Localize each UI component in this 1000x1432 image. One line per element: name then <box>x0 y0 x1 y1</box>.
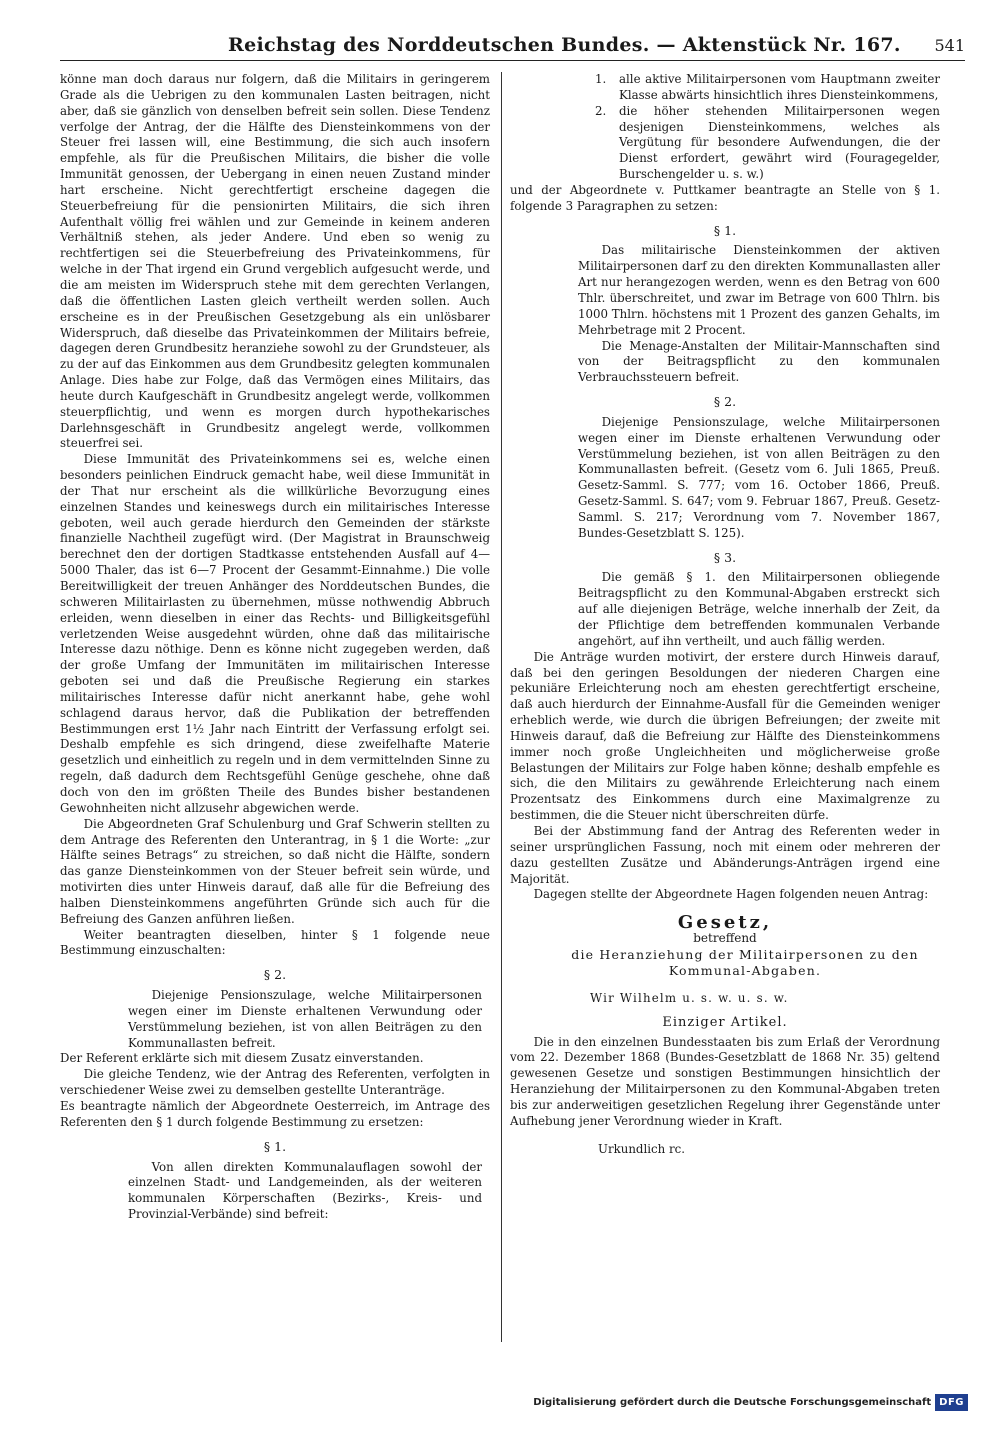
list-number: 2. <box>595 103 607 118</box>
dfg-logo: DFG <box>935 1394 968 1411</box>
law-closing: Urkundlich rc. <box>598 1141 685 1156</box>
digitization-credit <box>533 1391 968 1413</box>
law-title: Gesetz, <box>677 912 773 934</box>
paragraph: Bei der Abstimmung fand der Antrag des Referenten weder in seiner ursprünglichen Fassung, noch mit einem oder mehreren der dazu gestellten Zusätze und Abänderungs-Anträgen irgend eine Majorität. <box>510 823 940 886</box>
numbered-list <box>595 72 940 183</box>
column-divider <box>501 72 502 1342</box>
paragraph: Diese Immunität des Privateinkommens sei es, welche einen besonders peinlichen Eindruck gemacht habe, weil diese Immunität in der That nur erscheint als die willkürliche Bevorzugung eines einzelnen Standes und keineswegs durch ein militairisches Interesse geboten, weil auch gerade hierdurch den Gemeinden der stärkste finanzielle Nachtheil zugefügt wird. (Der Magistrat in Braunschweig berechnet den der dortigen Stadtkasse entstehenden Ausfall auf 4—5000 Thaler, das ist 6—7 Procent der Gesammt-Einnahme.) Die volle Bereitwilligkeit der treuen Anhänger des Norddeutschen Bundes, die schweren Militairlasten zu übernehmen, müsse nothwendig Abbruch erleiden, wenn dieselben in einer das Rechts- und Billigkeitsgefühl verletzenden Weise ausgedehnt würden, ohne daß das militairische Interesse dazu nöthige. Denn es könne nicht zugegeben werden, daß der große Umfang der Immunitäten im militairischen Interesse geboten sei und daß die Preußische Regierung ein starkes militairisches Interesse dafür nicht anerkannt habe, gehe wohl schlagend daraus hervor, daß die Publikation der betreffenden Bestimmungen erst 1½ Jahr nach Eintritt der Verfassung erfolgt sei. Deshalb empfehle es sich dringend, diese zweifelhafte Materie gesetzlich und einheitlich zu regeln und in dem vermittelnden Sinne zu regeln, daß dadurch dem Rechtsgefühl Genüge geschehe, ohne daß doch von den im größten Theile des Bundes bisher bestandenen Gewohnheiten nicht allzusehr abgewichen werde. <box>60 452 490 815</box>
running-title: Reichstag des Norddeutschen Bundes. — Aktenstück Nr. 167. <box>228 34 901 56</box>
credit-text: Digitalisierung gefördert durch die Deutsche Forschungsgemeinschaft <box>533 1396 932 1408</box>
law-article-text: Die in den einzelnen Bundesstaaten bis zum Erlaß der Verordnung vom 22. Dezember 1868 (Bundes-Gesetzblatt de 1868 Nr. 35) geltend gewesenen Gesetze und sonstigen Bestimmungen hinsichtlich der Heranziehung der Militairpersonen zu den Kommunal-Abgaben treten bis zur anderweitigen gesetzlichen Regelung ihrer Gegenstände unter Aufhebung jener Verordnung wieder in Kraft. <box>510 1034 940 1128</box>
law-enacting-formula: Wir Wilhelm u. s. w. u. s. w. <box>590 990 789 1005</box>
page-number: 541 <box>934 36 965 55</box>
section-heading: § 2. <box>263 967 287 983</box>
list-text: alle aktive Militairpersonen vom Hauptmann zweiter Klasse abwärts hinsichtlich ihres Diensteinkommens, <box>619 72 940 102</box>
paragraph: könne man doch daraus nur folgern, daß die Militairs in geringerem Grade als die Uebrigen zu den kommunalen Lasten beitragen, nicht aber, daß sie gänzlich von denselben befreit sein sollen. Diese Tendenz verfolge der Antrag, der die Hälfte des Diensteinkommens von der Steuer frei lassen will, eine Bestimmung, die sich auch insofern empfehle, als für die Preußischen Militairs, die bisher die volle Immunität genossen, der Uebergang in einen neuen Zustand minder hart erscheine. Nicht gerechtfertigt erscheine dagegen die Steuerbefreiung für die pensionirten Militairs, die sich ihren Aufenthalt völlig frei wählen und zur Gemeinde in keinem anderen Verhältniß stehen, als jeder Andere. Und eben so wenig zu rechtfertigen sei die Steuerbefreiung des Privateinkommens, für welche in der That irgend ein Grund vergeblich aufgesucht werde, und die am meisten im Widerspruch stehe mit dem gerechten Verlangen, daß die öffentlichen Lasten gleich vertheilt werden sollen. Auch erscheine es in der Preußischen Gesetzgebung als ein unlösbarer Widerspruch, daß dieselbe das Privateinkommen der Militairs befreie, dagegen deren Grundbesitz heranziehe sowohl zu der Grundsteuer, als zu der auf das Einkommen aus dem Grundbesitz gelegten kommunalen Anlage. Dies habe zur Folge, daß das Vermögen eines Militairs, das heute durch Kaufgeschäft in Grundbesitz angelegt werde, vollkommen steuerpflichtig, und wenn es morgen durch hypothekarisches Darlehnsgeschäft in Grundbesitz angelegt werde, vollkommen steuerfrei sei. <box>60 72 490 451</box>
right-column <box>510 72 940 1157</box>
list-number: 1. <box>595 72 607 86</box>
quoted-provision: Die gemäß § 1. den Militairpersonen obliegende Beitragspflicht zu den Kommunal-Abgaben erstreckt sich auf alle diejenigen Beträge, welche innerhalb der Zeit, da der Pflichtige dem betreffenden kommunalen Verbande angehört, auf ihn vertheilt, und auch fällig werden. <box>578 570 940 648</box>
law-subtitle: betreffend <box>693 931 757 946</box>
law-article-heading: Einziger Artikel. <box>662 1014 788 1030</box>
list-item <box>595 72 940 104</box>
section-heading: § 3. <box>713 549 737 565</box>
paragraph: Die Anträge wurden motivirt, der erstere durch Hinweis darauf, daß bei den geringen Besoldungen der niederen Chargen eine pekuniäre Erleichterung noch am ehesten gerechtfertigt erscheine, daß auch hierdurch der Einnahme-Ausfall für die Gemeinden weniger erheblich werde, wie durch die übrigen Befreiungen; der zweite mit Hinweis darauf, daß die Befreiung zur Hälfte des Diensteinkommens immer noch große Ungleichheiten und möglicherweise große Belastungen der Militairs zur Folge haben könne; deshalb empfehle es sich, die den Militairs zu gewährende Erleichterung nach einem Prozentsatz des Einkommens durch eine Maximalgrenze zu bestimmen, die die Steuer nicht überschreiten dürfe. <box>510 649 940 823</box>
paragraph: Die gleiche Tendenz, wie der Antrag des Referenten, verfolgten in verschiedener Weise zwei zu demselben gestellte Unteranträge. <box>60 1067 490 1098</box>
quoted-provision: Diejenige Pensionszulage, welche Militairpersonen wegen einer im Dienste erhaltenen Verwundung oder Verstümmelung beziehen, ist von allen Beiträgen zu den Kommunallasten befreit. (Gesetz vom 6. Juli 1865, Preuß. Gesetz-Samml. S. 777; vom 16. October 1866, Preuß. Gesetz-Samml. S. 647; vom 9. Februar 1867, Preuß. Gesetz-Samml. S. 217; Verordnung vom 7. November 1867, Bundes-Gesetzblatt S. 125). <box>578 414 940 540</box>
section-heading: § 1. <box>713 222 737 238</box>
paragraph: Es beantragte nämlich der Abgeordnete Oesterreich, im Antrage des Referenten den § 1 durch folgende Bestimmung zu ersetzen: <box>60 1099 490 1129</box>
page-header <box>60 30 965 61</box>
list-item <box>595 103 940 183</box>
list-text: die höher stehenden Militairpersonen wegen desjenigen Diensteinkommens, welches als Vergütung für besondere Aufwendungen, die der Dienst erfordert, gewährt wird (Fouragegelder, Burschengelder u. s. w.) <box>619 103 940 182</box>
paragraph: Die Abgeordneten Graf Schulenburg und Graf Schwerin stellten zu dem Antrage des Referenten den Unterantrag, in § 1 die Worte: „zur Hälfte seines Betrags“ zu streichen, so daß nicht die Hälfte, sondern das ganze Diensteinkommen von der Steuer befreit sein würde, und motivirten dies unter Hinweis darauf, daß alle für die Befreiung des halben Diensteinkommens angeführten Gründe sich auch für die Befreiung des Ganzen anführen ließen. <box>60 816 490 926</box>
section-heading: § 2. <box>713 394 737 410</box>
section-heading: § 1. <box>263 1138 287 1154</box>
quoted-provision: Von allen direkten Kommunalauflagen sowohl der einzelnen Stadt- und Landgemeinden, als der weiteren kommunalen Körperschaften (Bezirks-, Kreis- und Provinzial-Verbände) sind befreit: <box>128 1159 482 1222</box>
paragraph: Dagegen stellte der Abgeordnete Hagen folgenden neuen Antrag: <box>533 887 929 902</box>
paragraph: und der Abgeordnete v. Puttkamer beantragte an Stelle von § 1. folgende 3 Paragraphen zu setzen: <box>510 182 940 213</box>
quoted-provision: Die Menage-Anstalten der Militair-Mannschaften sind von der Beitragspflicht zu den kommunalen Verbrauchssteuern befreit. <box>578 338 940 385</box>
paragraph: Weiter beantragten dieselben, hinter § 1 folgende neue Bestimmung einzuschalten: <box>60 927 490 958</box>
law-subject: die Heranziehung der Militairpersonen zu den Kommunal-Abgaben. <box>571 946 919 978</box>
quoted-provision: Diejenige Pensionszulage, welche Militairpersonen wegen einer im Dienste erhaltenen Verwundung oder Verstümmelung beziehen, ist von allen Beiträgen zu den Kommunallasten befreit. <box>128 988 482 1050</box>
quoted-provision: Das militairische Diensteinkommen der aktiven Militairpersonen darf zu den direkten Kommunallasten aller Art nur herangezogen werden, wenn es den Betrag von 600 Thlr. überschreitet, und zwar im Betrage von 600 Thlrn. bis 1000 Thlrn. höchstens mit 1 Prozent des ganzen Gehalts, im Mehrbetrage mit 2 Procent. <box>578 243 940 337</box>
left-column <box>60 72 490 1223</box>
paragraph: Der Referent erklärte sich mit diesem Zusatz einverstanden. <box>60 1051 424 1066</box>
